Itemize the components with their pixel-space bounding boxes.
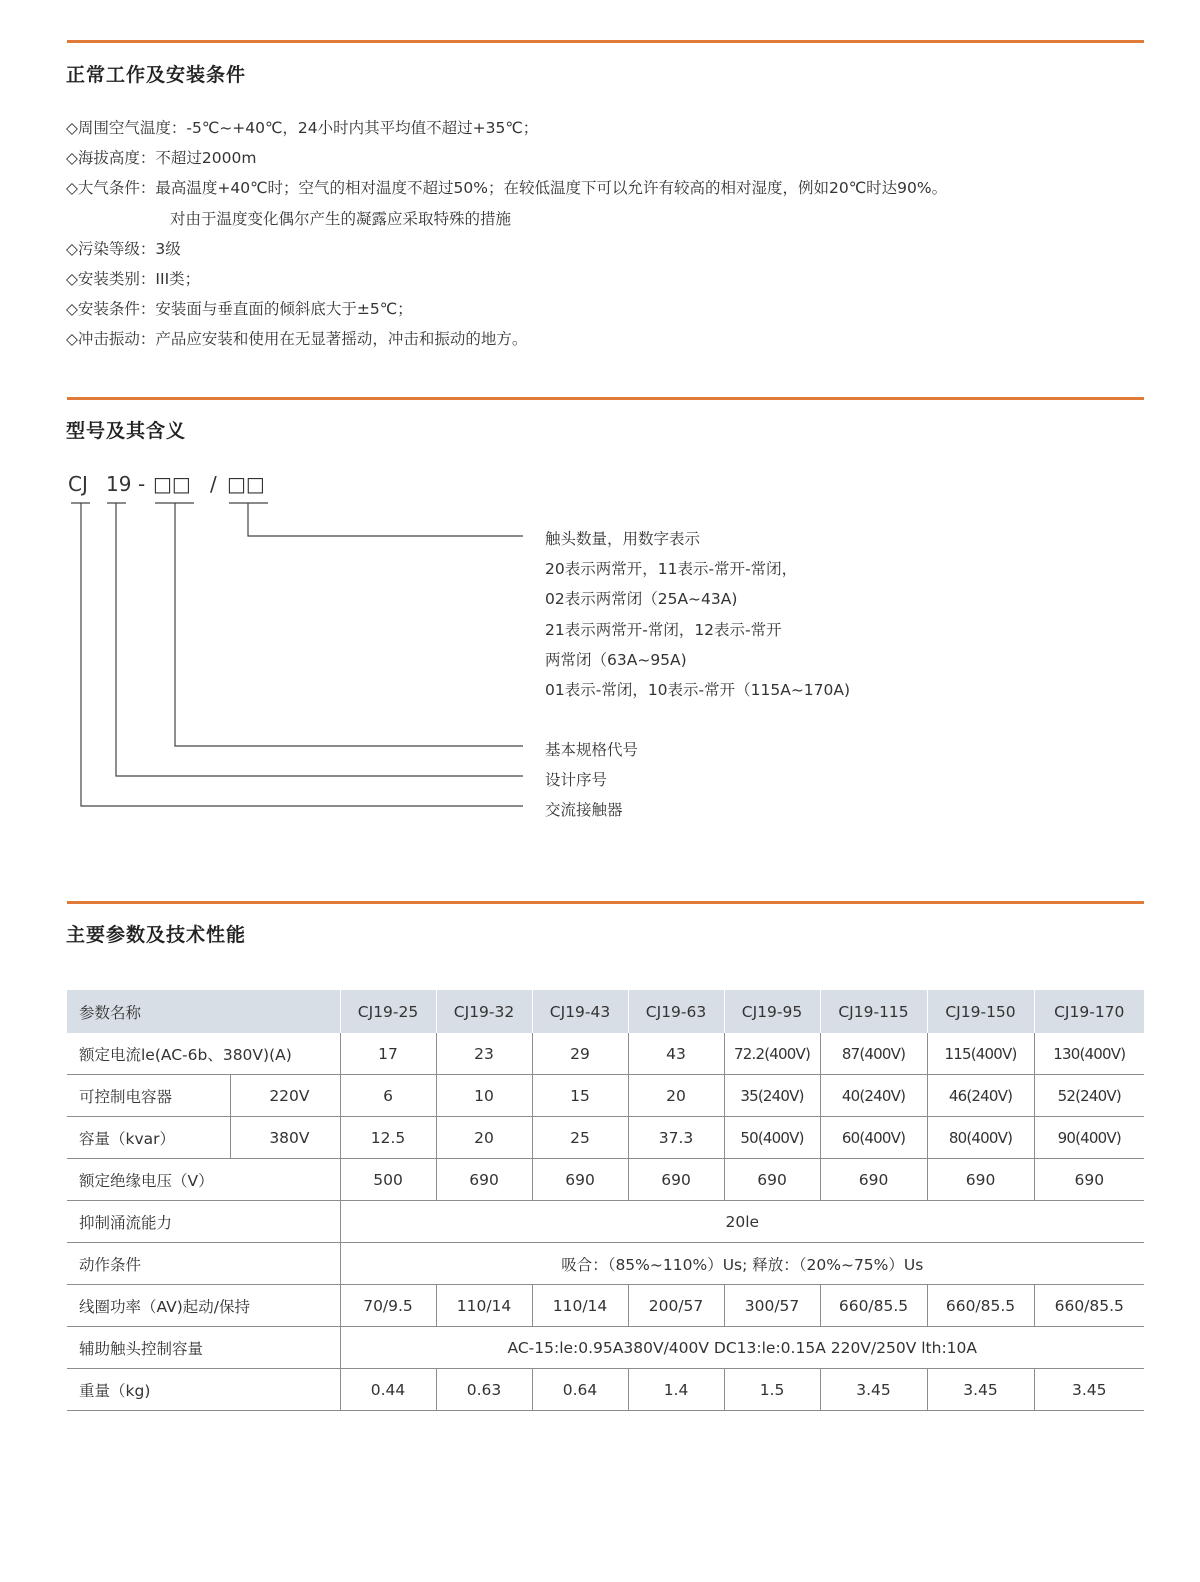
contact-desc-line: 触头数量，用数字表示 [545, 530, 701, 548]
table-cell: 90(400V) [1034, 1117, 1144, 1159]
header-model: CJ19-115 [820, 990, 927, 1033]
table-cell-merged: 20le [340, 1201, 1144, 1243]
table-cell: 23 [436, 1033, 532, 1075]
row-label: 额定绝缘电压（V） [67, 1159, 340, 1201]
row-label: 线圈功率（AV)起动/保持 [67, 1285, 340, 1327]
table-cell: 300/57 [724, 1285, 820, 1327]
row-label: 动作条件 [67, 1243, 340, 1285]
condition-altitude: ◇海拔高度：不超过2000m [66, 149, 257, 168]
section-title-params: 主要参数及技术性能 [66, 924, 247, 946]
table-cell: 43 [628, 1033, 724, 1075]
section-title-model: 型号及其含义 [66, 420, 187, 442]
table-row-rated-current [67, 1033, 1144, 1075]
contact-desc-line: 01表示-常闭，10表示-常开（115A~170A) [545, 681, 851, 700]
table-cell-merged: AC-15:le:0.95A380V/400V DC13:le:0.15A 220V/250V lth:10A [340, 1327, 1144, 1369]
table-cell: 80(400V) [927, 1117, 1034, 1159]
condition-install-category: ◇安装类别：III类； [66, 270, 201, 289]
contact-desc-line: 20表示两常开，11表示-常开-常闭， [545, 560, 798, 579]
table-cell: 87(400V) [820, 1033, 927, 1075]
header-param-name: 参数名称 [67, 990, 340, 1033]
header-model: CJ19-150 [927, 990, 1034, 1033]
table-cell: 0.64 [532, 1369, 628, 1411]
row-label: 容量（kvar） [67, 1117, 230, 1159]
table-cell: 500 [340, 1159, 436, 1201]
table-cell: 17 [340, 1033, 436, 1075]
spec-table [67, 990, 1144, 1411]
table-cell: 12.5 [340, 1117, 436, 1159]
table-cell: 660/85.5 [1034, 1285, 1144, 1327]
code-part-contact-boxes: □□ [227, 472, 265, 496]
header-model: CJ19-95 [724, 990, 820, 1033]
table-cell: 130(400V) [1034, 1033, 1144, 1075]
table-cell: 25 [532, 1117, 628, 1159]
table-row-cap-220 [67, 1075, 1144, 1117]
table-cell: 20 [436, 1117, 532, 1159]
table-cell: 15 [532, 1075, 628, 1117]
table-row-weight [67, 1369, 1144, 1411]
table-cell: 3.45 [1034, 1369, 1144, 1411]
condition-vibration: ◇冲击振动：产品应安装和使用在无显著摇动，冲击和振动的地方。 [66, 330, 528, 349]
table-cell: 3.45 [820, 1369, 927, 1411]
code-part-slash: / [210, 472, 217, 496]
row-sub-label: 380V [230, 1117, 340, 1159]
contact-desc-line: 21表示两常开-常闭，12表示-常开 [545, 620, 782, 639]
table-row-aux [67, 1327, 1144, 1369]
condition-pollution: ◇污染等级：3级 [66, 239, 181, 258]
row-sub-label: 220V [230, 1075, 340, 1117]
table-cell: 52(240V) [1034, 1075, 1144, 1117]
table-cell: 6 [340, 1075, 436, 1117]
table-row-action [67, 1243, 1144, 1285]
table-row-coil-power [67, 1285, 1144, 1327]
table-row-cap-380 [67, 1117, 1144, 1159]
table-cell: 46(240V) [927, 1075, 1034, 1117]
table-cell: 37.3 [628, 1117, 724, 1159]
table-cell: 60(400V) [820, 1117, 927, 1159]
table-cell: 690 [927, 1159, 1034, 1201]
table-row-insulation [67, 1159, 1144, 1201]
table-cell: 0.44 [340, 1369, 436, 1411]
table-cell: 200/57 [628, 1285, 724, 1327]
table-row-inrush [67, 1201, 1144, 1243]
design-no-label: 设计序号 [545, 771, 608, 789]
table-cell: 690 [820, 1159, 927, 1201]
table-cell-merged: 吸合：（85%~110%）Us; 释放：（20%~75%）Us [340, 1243, 1144, 1285]
ac-contactor-label: 交流接触器 [545, 801, 623, 819]
code-part-19: 19 [106, 472, 132, 496]
section-divider-3 [67, 901, 1144, 904]
table-cell: 20 [628, 1075, 724, 1117]
condition-install: ◇安装条件：安装面与垂直面的倾斜底大于±5℃； [66, 300, 413, 319]
table-cell: 3.45 [927, 1369, 1034, 1411]
table-cell: 690 [436, 1159, 532, 1201]
contact-count-description [545, 524, 850, 705]
table-cell: 72.2(400V) [724, 1033, 820, 1075]
condition-atmosphere: ◇大气条件：最高温度+40℃时；空气的相对温度不超过50%；在较低温度下可以允许有较高的相对湿度，例如20℃时达90%。 [66, 179, 948, 198]
header-model: CJ19-25 [340, 990, 436, 1033]
row-label: 可控制电容器 [67, 1075, 230, 1117]
row-label: 抑制涌流能力 [67, 1201, 340, 1243]
header-model: CJ19-32 [436, 990, 532, 1033]
table-cell: 110/14 [436, 1285, 532, 1327]
table-header-row [67, 990, 1144, 1033]
table-cell: 660/85.5 [927, 1285, 1034, 1327]
header-model: CJ19-43 [532, 990, 628, 1033]
condition-temperature: ◇周围空气温度：-5℃~+40℃，24小时内其平均值不超过+35℃； [66, 119, 539, 137]
table-cell: 690 [628, 1159, 724, 1201]
spec-code-label: 基本规格代号 [545, 741, 639, 759]
table-cell: 660/85.5 [820, 1285, 927, 1327]
table-cell: 690 [532, 1159, 628, 1201]
row-label: 额定电流le(AC-6b、380V)(A) [67, 1033, 340, 1075]
table-cell: 10 [436, 1075, 532, 1117]
contact-desc-line: 两常闭（63A~95A) [545, 650, 687, 669]
table-cell: 35(240V) [724, 1075, 820, 1117]
code-part-cj: CJ [68, 472, 88, 496]
row-label: 辅助触头控制容量 [67, 1327, 340, 1369]
header-model: CJ19-170 [1034, 990, 1144, 1033]
contact-desc-line: 02表示两常闭（25A~43A) [545, 590, 738, 609]
code-part-dash: - [138, 472, 146, 496]
table-cell: 690 [1034, 1159, 1144, 1201]
table-cell: 110/14 [532, 1285, 628, 1327]
table-cell: 40(240V) [820, 1075, 927, 1117]
section-title-conditions: 正常工作及安装条件 [66, 64, 247, 86]
table-cell: 1.5 [724, 1369, 820, 1411]
table-cell: 29 [532, 1033, 628, 1075]
table-cell: 1.4 [628, 1369, 724, 1411]
table-cell: 50(400V) [724, 1117, 820, 1159]
row-label: 重量（kg) [67, 1369, 340, 1411]
table-cell: 690 [724, 1159, 820, 1201]
condition-atmosphere-cont: 对由于温度变化偶尔产生的凝露应采取特殊的措施 [170, 209, 512, 228]
code-part-spec-boxes: □□ [153, 472, 191, 496]
table-cell: 115(400V) [927, 1033, 1034, 1075]
table-cell: 70/9.5 [340, 1285, 436, 1327]
table-cell: 0.63 [436, 1369, 532, 1411]
header-model: CJ19-63 [628, 990, 724, 1033]
